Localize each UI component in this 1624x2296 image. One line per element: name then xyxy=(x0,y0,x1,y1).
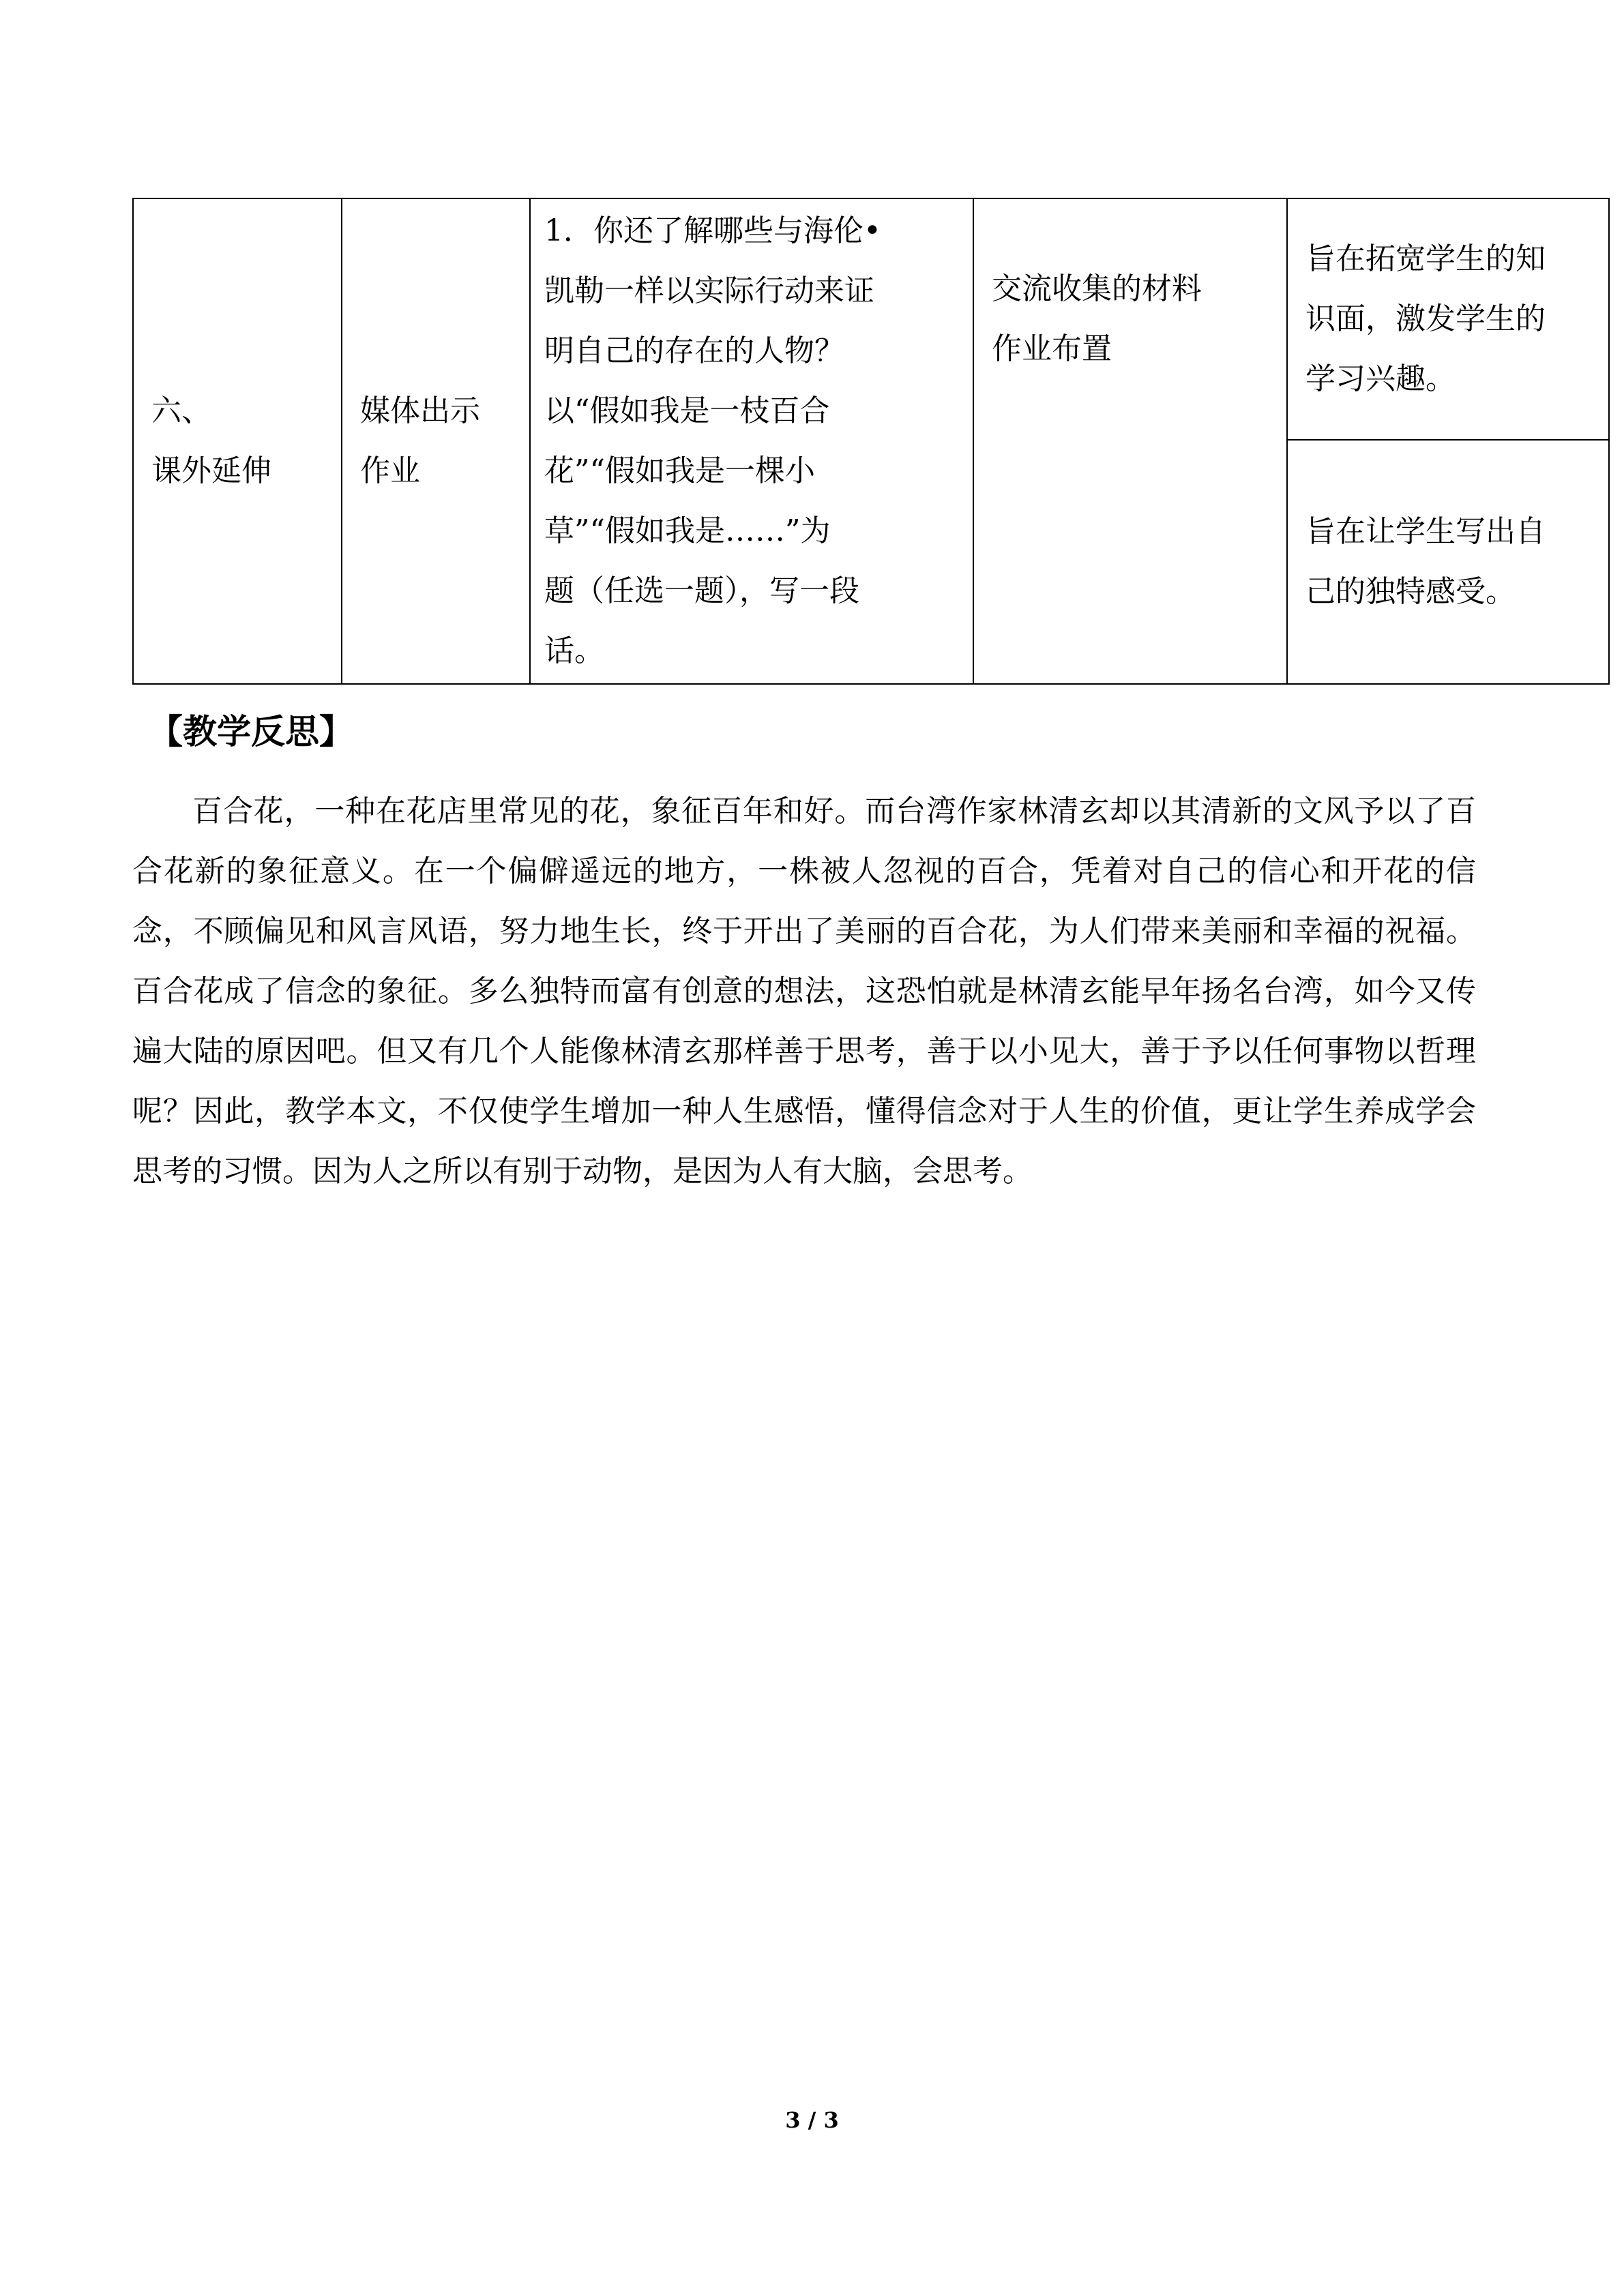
media-line: 作业 xyxy=(360,453,420,488)
content-line: 花”“假如我是一棵小 xyxy=(544,453,815,488)
intent-line: 识面，激发学生的 xyxy=(1305,301,1546,336)
intent-line: 学习兴趣。 xyxy=(1305,361,1456,396)
content-line: 以“假如我是一枝百合 xyxy=(544,393,830,428)
page-number: 3 / 3 xyxy=(785,2107,839,2133)
intent-cell xyxy=(1287,440,1609,684)
activity-line: 作业布置 xyxy=(992,331,1112,366)
content-line: 草”“假如我是……”为 xyxy=(544,513,831,548)
reflection-heading: 【教学反思】 xyxy=(149,712,353,751)
media-line: 媒体出示 xyxy=(360,393,480,428)
activity-cell xyxy=(973,198,1287,684)
step-cell xyxy=(133,198,342,684)
activity-line: 交流收集的材料 xyxy=(992,271,1202,306)
media-cell xyxy=(342,198,530,684)
content-line: 1．你还了解哪些与海伦• xyxy=(544,213,881,248)
content-line: 话。 xyxy=(544,633,604,668)
content-line: 题（任选一题），写一段 xyxy=(544,573,859,608)
intent-line: 旨在拓宽学生的知 xyxy=(1305,241,1546,276)
content-line: 凯勒一样以实际行动来证 xyxy=(544,273,874,308)
intent-cell xyxy=(1287,198,1609,440)
content-cell xyxy=(530,198,973,684)
table-row xyxy=(133,198,1609,440)
reflection-paragraph: 百合花，一种在花店里常见的花，象征百年和好。而台湾作家林清玄却以其清新的文风予以了百合花新的象征意义。在一个偏僻遥远的地方，一株被人忽视的百合，凭着对自己的信心和开花的信念，不顾偏见和风言风语，努力地生长，终于开出了美丽的百合花，为人们带来美丽和幸福的祝福。百合花成了信念的象征。多么独特而富有创意的想法，这恐怕就是林清玄能早年扬名台湾，如今又传遍大陆的原因吧。但又有几个人能像林清玄那样善于思考，善于以小见大，善于予以任何事物以哲理呢？因此，教学本文，不仅使学生增加一种人生感悟，懂得信念对于人生的价值，更让学生养成学会思考的习惯。因为人之所以有别于动物，是因为人有大脑，会思考。 xyxy=(132,794,1476,1189)
lesson-plan-table xyxy=(132,198,1610,685)
step-title: 课外延伸 xyxy=(151,453,271,488)
intent-line: 旨在让学生写出自 xyxy=(1305,514,1546,549)
content-line: 明自己的存在的人物？ xyxy=(544,333,844,368)
step-number: 六、 xyxy=(151,393,211,428)
intent-line: 己的独特感受。 xyxy=(1305,574,1516,609)
